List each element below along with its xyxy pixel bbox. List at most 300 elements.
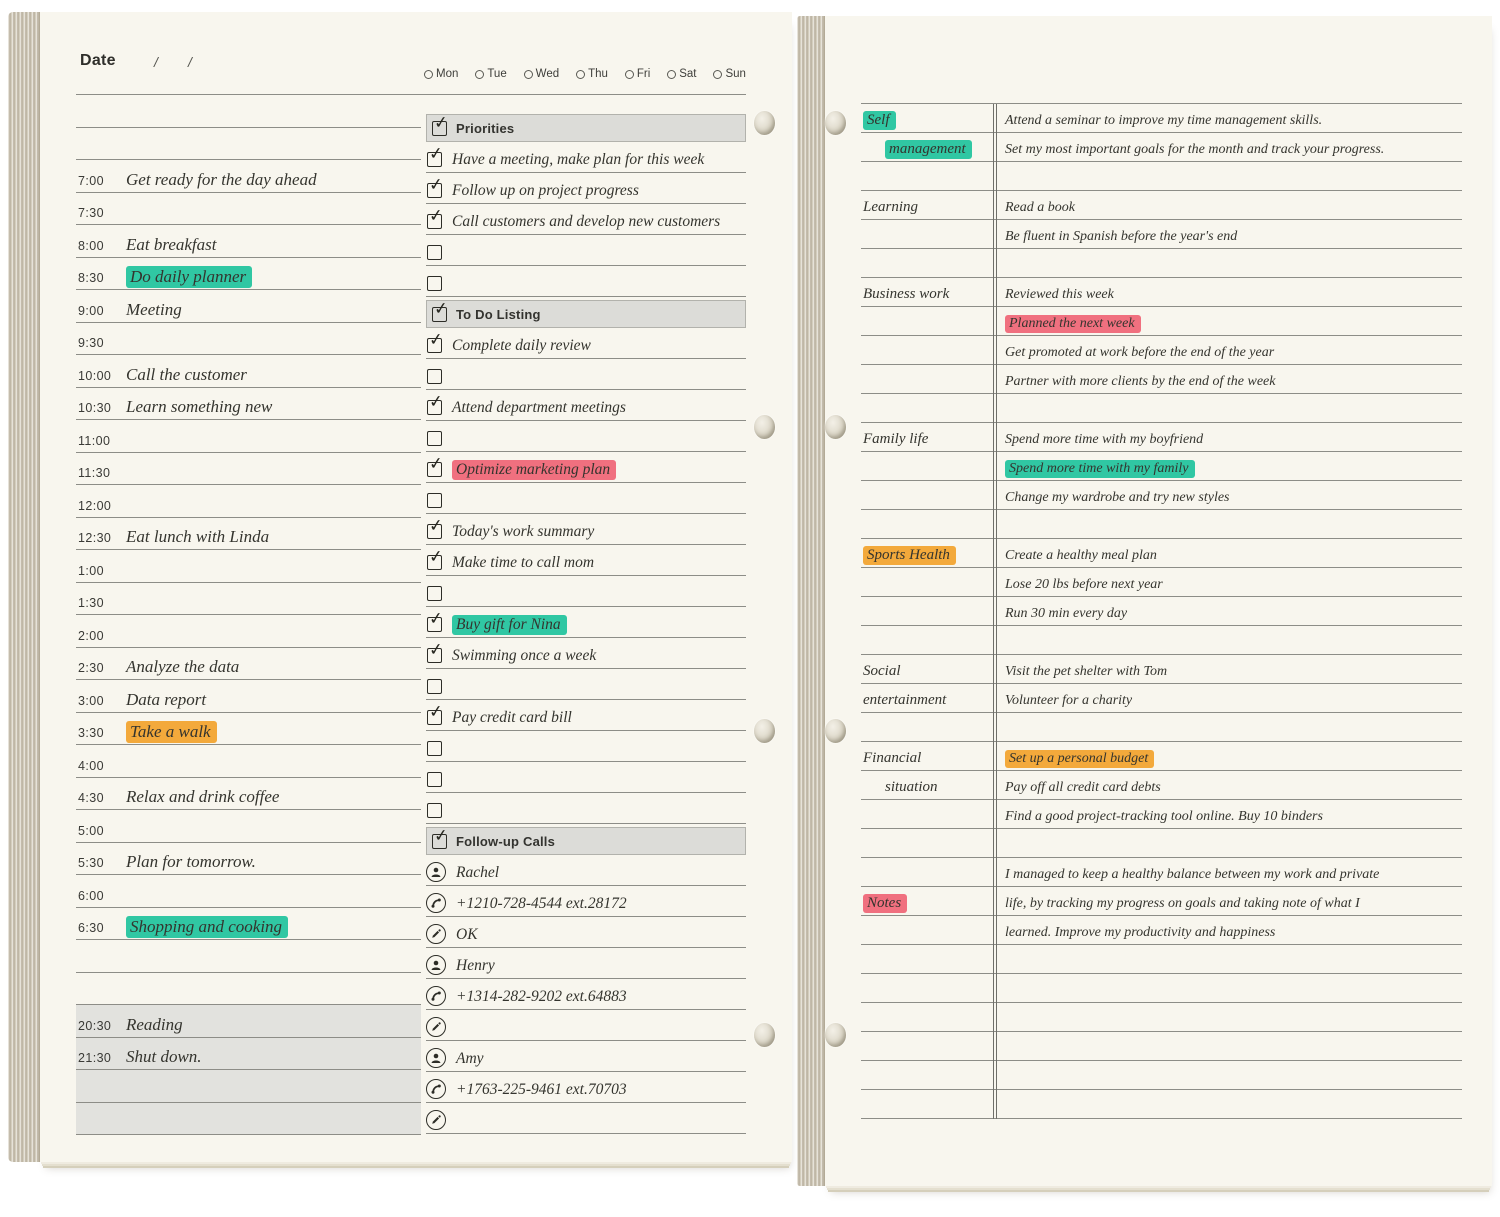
- weekday-label: Wed: [535, 68, 560, 80]
- checklist-item: [426, 173, 746, 204]
- schedule-row: [76, 875, 421, 908]
- goal-text: Visit the pet shelter with Tom: [1005, 664, 1168, 679]
- goal-category: [861, 547, 991, 567]
- section-header: [426, 111, 746, 142]
- goal-text: Create a healthy meal plan: [1005, 548, 1157, 563]
- left-page-stack: [8, 12, 792, 1162]
- checklist-item: [426, 545, 746, 576]
- phone-icon: [430, 1083, 442, 1095]
- goal-category: [861, 854, 991, 857]
- date-label: Date: [80, 52, 116, 69]
- schedule-time: [76, 1000, 126, 1004]
- schedule-time: 11:30: [78, 466, 111, 480]
- goal-row: [861, 394, 1462, 423]
- goal-text: life, by tracking my progress on goals and taking note of what I: [1005, 896, 1360, 911]
- goal-category: [861, 941, 991, 944]
- schedule-time: 3:00: [78, 693, 104, 708]
- goal-row: [861, 191, 1462, 220]
- goal-category: [861, 825, 991, 828]
- checkbox-icon: [427, 152, 442, 167]
- checkbox-icon: [432, 307, 447, 322]
- schedule-text: [126, 905, 421, 907]
- goal-row: [861, 278, 1462, 307]
- goal-row: [861, 1032, 1462, 1061]
- weekday-label: Mon: [436, 68, 459, 80]
- contact-text: Henry: [456, 957, 495, 974]
- goal-row: [861, 916, 1462, 945]
- goal-text: [991, 999, 1462, 1002]
- goal-category: [861, 535, 991, 538]
- schedule-row: [76, 420, 421, 453]
- weekday-label: Thu: [588, 68, 608, 80]
- goal-row: [861, 713, 1462, 742]
- schedule-time: 1:00: [78, 563, 104, 578]
- goal-row: [861, 974, 1462, 1003]
- schedule-text: [126, 352, 421, 354]
- schedule-row: [76, 1103, 421, 1136]
- schedule-row: [76, 323, 421, 356]
- goal-category: [861, 999, 991, 1002]
- column-divider: [993, 104, 997, 1119]
- checklist-item-text: Call customers and develop new customers: [452, 213, 721, 230]
- checkbox-icon: [427, 214, 442, 229]
- goal-row: [861, 829, 1462, 858]
- schedule-time: 1:30: [78, 596, 104, 610]
- schedule-text: Eat lunch with Linda: [126, 527, 270, 546]
- goal-text: Read a book: [1005, 200, 1075, 215]
- checklist-item: [426, 514, 746, 545]
- goal-category: [861, 622, 991, 625]
- goal-category: [861, 477, 991, 480]
- schedule-time: 9:00: [78, 303, 104, 318]
- radio-circle-icon: [424, 70, 433, 79]
- contact-row: [426, 979, 746, 1010]
- person-icon: [430, 959, 442, 971]
- contact-text: [456, 1037, 746, 1040]
- schedule-row: [76, 290, 421, 323]
- weekday-item: [576, 68, 608, 80]
- weekday-label: Sat: [679, 68, 697, 80]
- schedule-row: [76, 680, 421, 713]
- goal-category: Family life: [863, 431, 929, 447]
- highlight-orange: Set up a personal budget: [1005, 750, 1154, 768]
- contact-row: [426, 1072, 746, 1103]
- person-icon: [426, 955, 446, 975]
- checklist-item: [426, 390, 746, 421]
- goal-row: [861, 249, 1462, 278]
- goal-text: [991, 461, 1462, 480]
- goal-text: [991, 970, 1462, 973]
- schedule-row: [76, 1038, 421, 1071]
- binder-hole: [754, 415, 775, 439]
- weekday-row: [424, 68, 746, 80]
- left-page: [40, 12, 792, 1162]
- goal-category: Learning: [863, 199, 919, 215]
- contact-text: [456, 1130, 746, 1133]
- contact-row: [426, 1010, 746, 1041]
- radio-circle-icon: [576, 70, 585, 79]
- checklist-item-text: Make time to call mom: [452, 554, 595, 571]
- schedule-row: [76, 973, 421, 1006]
- goal-category: [861, 506, 991, 509]
- checklist-item-text: [452, 262, 746, 265]
- schedule-row: [76, 1005, 421, 1038]
- schedule-text: Data report: [126, 689, 207, 709]
- weekday-item: [524, 68, 559, 80]
- goal-category: [861, 1028, 991, 1031]
- page-edge-right: [797, 16, 825, 1186]
- checklist-item-text: Pay credit card bill: [452, 709, 572, 726]
- goal-category: [861, 112, 991, 132]
- goal-text: Reviewed this week: [1005, 287, 1114, 302]
- goal-category: [861, 738, 991, 741]
- schedule-text: [126, 222, 421, 224]
- schedule-text: [126, 1132, 421, 1134]
- goal-category: [861, 361, 991, 364]
- section-title: Follow-up Calls: [456, 833, 556, 849]
- goal-row: [861, 220, 1462, 249]
- radio-circle-icon: [524, 70, 533, 79]
- checklist-item: [426, 793, 746, 824]
- checklist-item: [426, 669, 746, 700]
- schedule-text: Learn something new: [126, 397, 273, 416]
- checklist-item-text: Swimming once a week: [452, 647, 597, 664]
- contact-row: [426, 948, 746, 979]
- goal-text: [991, 419, 1462, 422]
- highlight-pink: Planned the next week: [1005, 315, 1141, 333]
- schedule-row: [76, 485, 421, 518]
- radio-circle-icon: [713, 70, 722, 79]
- checklist-column: [426, 95, 746, 1135]
- goal-row: [861, 1090, 1462, 1119]
- checkbox-icon: [432, 121, 447, 136]
- goal-row: [861, 626, 1462, 655]
- goal-row: [861, 365, 1462, 394]
- schedule-row: [76, 615, 421, 648]
- schedule-time: 3:30: [78, 726, 104, 740]
- pencil-icon: [426, 1017, 446, 1037]
- contact-text: +1314-282-9202 ext.64883: [456, 988, 627, 1005]
- goal-category: [861, 651, 991, 654]
- goal-category: [861, 332, 991, 335]
- goal-row: [861, 133, 1462, 162]
- schedule-text: [126, 450, 421, 452]
- highlight-pink: Notes: [863, 894, 907, 913]
- weekday-label: Sun: [725, 68, 746, 80]
- checkbox-icon: [432, 834, 447, 849]
- goal-text: Run 30 min every day: [1005, 606, 1128, 621]
- phone-icon: [430, 897, 442, 909]
- weekday-item: [424, 68, 458, 80]
- checklist-item-text: [452, 448, 746, 451]
- person-icon: [430, 1052, 442, 1064]
- goal-category: [861, 274, 991, 277]
- checkbox-icon: [427, 338, 442, 353]
- goal-category: [861, 1086, 991, 1089]
- goal-text: [991, 651, 1462, 654]
- checklist-item-text: [452, 820, 746, 823]
- goal-text: Attend a seminar to improve my time management skills.: [1005, 113, 1323, 128]
- goal-text: Partner with more clients by the end of the week: [1005, 374, 1276, 389]
- goal-text: Change my wardrobe and try new styles: [1005, 490, 1230, 505]
- goal-text: [991, 1115, 1462, 1118]
- highlight-pink: Optimize marketing plan: [452, 460, 616, 480]
- binder-hole: [825, 719, 846, 743]
- checklist-item: [426, 607, 746, 638]
- schedule-text: [126, 840, 421, 842]
- schedule-row: [76, 648, 421, 681]
- schedule-time: 4:30: [78, 791, 104, 805]
- contact-text: Rachel: [456, 864, 500, 881]
- contact-text: +1763-225-9461 ext.70703: [456, 1081, 627, 1098]
- goal-category: situation: [885, 779, 938, 795]
- schedule-row: [76, 550, 421, 583]
- page-edge-left: [8, 12, 40, 1162]
- goal-row: [861, 858, 1462, 887]
- phone-icon: [426, 986, 446, 1006]
- schedule-text: [126, 970, 421, 972]
- person-icon: [426, 862, 446, 882]
- schedule-time: 6:00: [78, 888, 104, 903]
- date-slash: /: [154, 54, 158, 70]
- weekday-item: [713, 68, 745, 80]
- goal-text: [991, 1057, 1462, 1060]
- goal-category: Social: [863, 663, 901, 679]
- checklist-item-text: [452, 696, 746, 699]
- goal-row: [861, 771, 1462, 800]
- schedule-row: [76, 193, 421, 226]
- schedule-text: Relax and drink coffee: [126, 787, 280, 806]
- schedule-text: [126, 917, 421, 939]
- schedule-text: [126, 125, 421, 127]
- schedule-text: [126, 1100, 421, 1102]
- schedule-time: 7:00: [78, 173, 104, 188]
- person-icon: [430, 866, 442, 878]
- schedule-row: [76, 583, 421, 616]
- schedule-text: Get ready for the day ahead: [126, 169, 317, 189]
- checkbox-icon: [427, 183, 442, 198]
- checklist-item-text: Today's work summary: [452, 523, 595, 540]
- goal-row: [861, 336, 1462, 365]
- checklist-item: [426, 731, 746, 762]
- schedule-time: [76, 123, 126, 127]
- schedule-text: Shut down.: [126, 1047, 202, 1066]
- goal-text: learned. Improve my productivity and happiness: [1005, 925, 1276, 940]
- checkbox-icon: [427, 803, 442, 818]
- checklist-item: [426, 204, 746, 235]
- right-page: [825, 16, 1492, 1186]
- schedule-text: [126, 1002, 421, 1004]
- section-header: [426, 824, 746, 855]
- checkbox-icon: [427, 648, 442, 663]
- checkbox-icon: [427, 710, 442, 725]
- schedule-row: [76, 908, 421, 941]
- contact-row: [426, 1103, 746, 1134]
- contact-text: Amy: [456, 1050, 484, 1067]
- checklist-item-text: [452, 293, 746, 296]
- checklist-item: [426, 762, 746, 793]
- schedule-time: 11:00: [78, 433, 111, 448]
- highlight-teal: management: [885, 140, 972, 159]
- binder-hole: [825, 1023, 846, 1047]
- weekday-label: Tue: [487, 68, 507, 80]
- goal-row: [861, 539, 1462, 568]
- goal-row: [861, 742, 1462, 771]
- goal-row: [861, 162, 1462, 191]
- schedule-time: 4:00: [78, 758, 104, 773]
- binder-hole: [754, 111, 775, 135]
- goal-row: [861, 452, 1462, 481]
- checklist-item: [426, 483, 746, 514]
- goal-text: [991, 535, 1462, 538]
- goal-text: Volunteer for a charity: [1005, 693, 1133, 708]
- schedule-time: 2:30: [78, 661, 104, 675]
- binder-hole: [825, 415, 846, 439]
- goal-text: [991, 854, 1462, 857]
- checklist-item-text: [452, 789, 746, 792]
- schedule-time: 6:30: [78, 921, 104, 935]
- schedule-time: 12:00: [78, 498, 112, 513]
- schedule-text: [126, 775, 421, 777]
- checkbox-icon: [427, 276, 442, 291]
- contact-text: +1210-728-4544 ext.28172: [456, 895, 627, 912]
- checklist-item: [426, 142, 746, 173]
- phone-icon: [426, 893, 446, 913]
- schedule-row: [76, 128, 421, 161]
- schedule-row: [76, 95, 421, 128]
- schedule-time: 9:30: [78, 336, 104, 350]
- goal-row: [861, 307, 1462, 336]
- schedule-text: [126, 482, 421, 484]
- schedule-text: [126, 267, 421, 289]
- phone-icon: [430, 990, 442, 1002]
- schedule-row: [76, 453, 421, 486]
- goal-category: [861, 390, 991, 393]
- checkbox-icon: [427, 431, 442, 446]
- goal-category: [861, 1057, 991, 1060]
- goal-category: [861, 141, 991, 161]
- goal-category: Financial: [863, 750, 922, 766]
- date-slash: /: [188, 54, 192, 70]
- schedule-time: 8:00: [78, 238, 104, 253]
- schedule-row: [76, 355, 421, 388]
- checklist-item: [426, 421, 746, 452]
- schedule-text: [126, 515, 421, 517]
- schedule-row: [76, 518, 421, 551]
- checklist-item-text: Have a meeting, make plan for this week: [452, 151, 705, 168]
- goal-text: Find a good project-tracking tool online. Buy 10 binders: [1005, 809, 1323, 824]
- schedule-time: [76, 968, 126, 972]
- schedule-time: 5:30: [78, 856, 104, 870]
- goal-text: [991, 274, 1462, 277]
- schedule-time: 2:00: [78, 628, 104, 643]
- goal-text: [991, 1086, 1462, 1089]
- goal-row: [861, 568, 1462, 597]
- schedule-time: 7:30: [78, 206, 104, 220]
- schedule-time: 5:00: [78, 823, 104, 838]
- goal-text: Get promoted at work before the end of the year: [1005, 345, 1275, 360]
- goal-text: Set my most important goals for the month and track your progress.: [1005, 142, 1385, 157]
- section-title: To Do Listing: [456, 306, 541, 322]
- checkbox-icon: [427, 369, 442, 384]
- contact-row: [426, 855, 746, 886]
- goal-row: [861, 481, 1462, 510]
- goal-category: [861, 187, 991, 190]
- contact-row: [426, 886, 746, 917]
- schedule-row: [76, 940, 421, 973]
- pencil-icon: [430, 928, 442, 940]
- goal-category: [861, 895, 991, 915]
- schedule-row: [76, 778, 421, 811]
- goal-row: [861, 684, 1462, 713]
- goal-text: [991, 738, 1462, 741]
- schedule-row: [76, 713, 421, 746]
- checklist-item-text: [452, 758, 746, 761]
- contact-row: [426, 1041, 746, 1072]
- checkbox-icon: [427, 586, 442, 601]
- weekday-item: [475, 68, 506, 80]
- left-page-header: [76, 12, 746, 95]
- goal-row: [861, 887, 1462, 916]
- contact-text: OK: [456, 926, 478, 943]
- highlight-orange: Sports Health: [863, 546, 956, 565]
- checkbox-icon: [427, 462, 442, 477]
- schedule-time: 20:30: [78, 1018, 112, 1033]
- highlight-orange: Take a walk: [126, 721, 217, 743]
- contact-row: [426, 917, 746, 948]
- goal-text: [991, 187, 1462, 190]
- goal-text: Pay off all credit card debts: [1005, 780, 1161, 795]
- checkbox-icon: [427, 741, 442, 756]
- weekday-item: [667, 68, 696, 80]
- goal-text: [991, 751, 1462, 770]
- binder-hole: [825, 111, 846, 135]
- goal-row: [861, 655, 1462, 684]
- pencil-icon: [430, 1114, 442, 1126]
- goal-text: [991, 316, 1462, 335]
- checklist-item: [426, 235, 746, 266]
- checklist-item-text: [452, 386, 746, 389]
- schedule-text: Reading: [126, 1014, 183, 1034]
- highlight-teal: Spend more time with my family: [1005, 460, 1195, 478]
- binder-hole: [754, 719, 775, 743]
- checkbox-icon: [427, 400, 442, 415]
- schedule-row: [76, 1070, 421, 1103]
- schedule-time: [76, 1098, 126, 1102]
- checklist-item: [426, 576, 746, 607]
- checkbox-icon: [427, 245, 442, 260]
- goal-row: [861, 510, 1462, 539]
- checklist-item-text: Follow up on project progress: [452, 182, 639, 199]
- radio-circle-icon: [475, 70, 484, 79]
- checklist-item: [426, 638, 746, 669]
- goal-row: [861, 1061, 1462, 1090]
- weekday-label: Fri: [636, 68, 651, 80]
- schedule-text: [126, 612, 421, 614]
- goal-category: [861, 970, 991, 973]
- evening-block: [76, 1005, 421, 1135]
- schedule-text: [126, 722, 421, 744]
- checklist-item-text: [452, 616, 746, 637]
- goal-category: [861, 245, 991, 248]
- highlight-teal: Self: [863, 111, 896, 130]
- radio-circle-icon: [625, 70, 634, 79]
- checklist-item: [426, 700, 746, 731]
- weekday-item: [625, 68, 650, 80]
- goal-row: [861, 597, 1462, 626]
- schedule-text: Analyze the data: [126, 657, 240, 676]
- phone-icon: [426, 1079, 446, 1099]
